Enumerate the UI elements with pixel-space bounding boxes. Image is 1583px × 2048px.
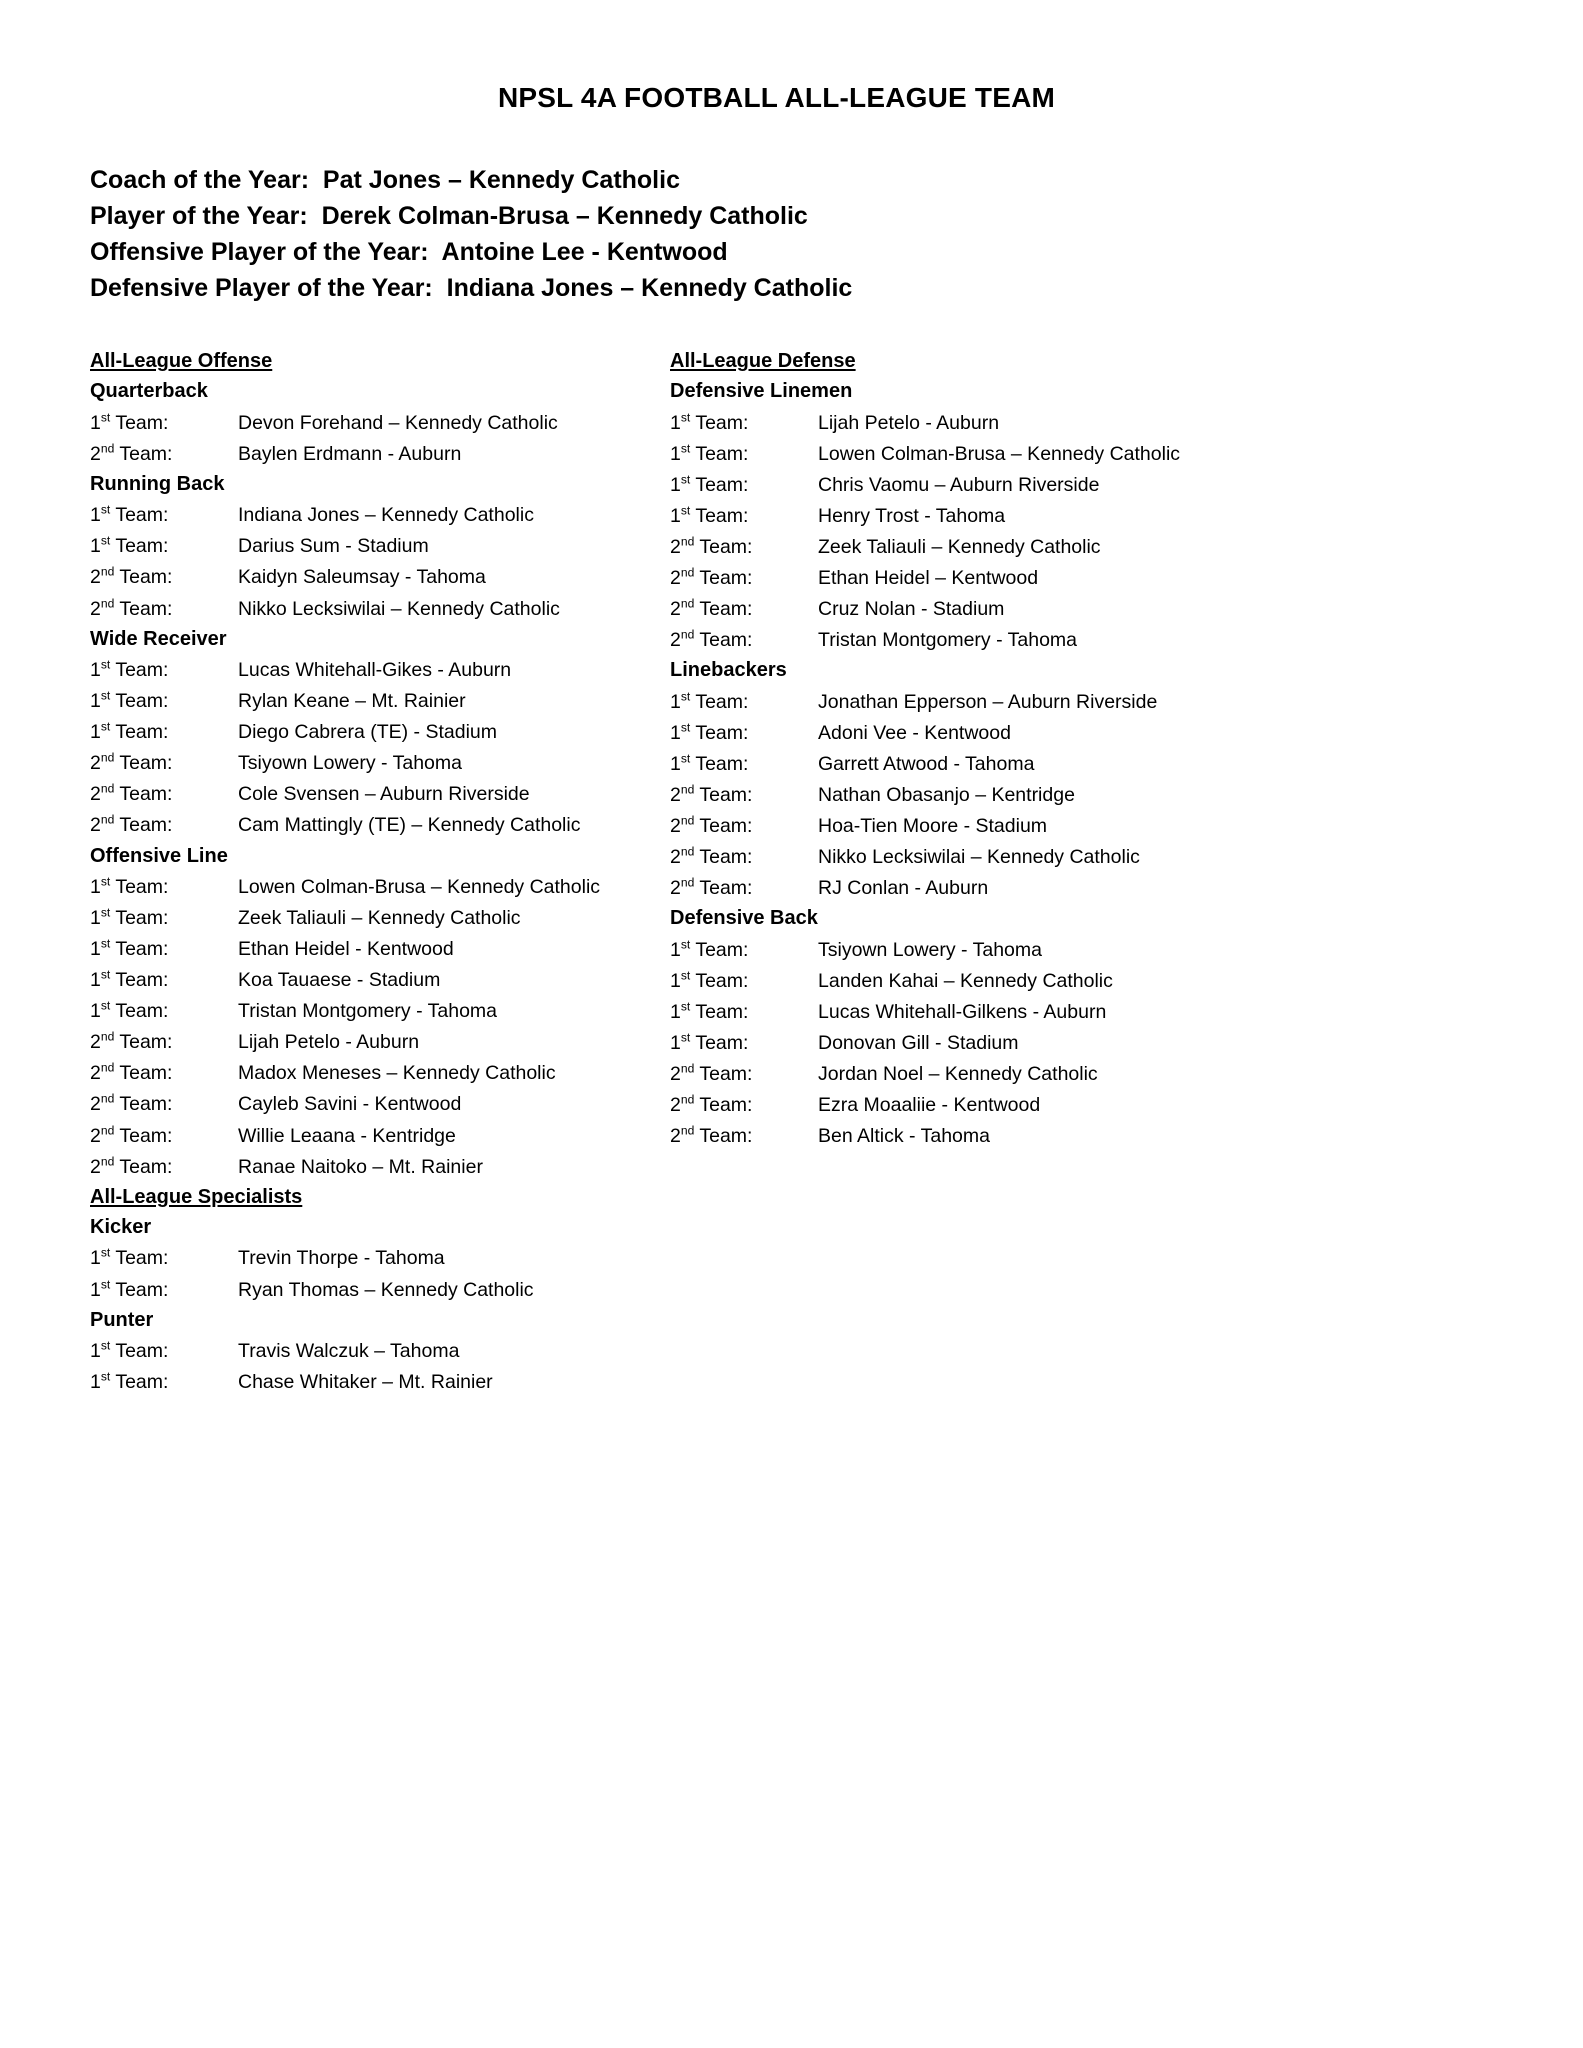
roster-row [90, 1120, 670, 1151]
position-heading-defensive-back: Defensive Back [670, 907, 818, 930]
ordinal-suffix: nd [100, 596, 115, 611]
ordinal-suffix: st [100, 874, 111, 889]
ordinal-suffix: nd [680, 1092, 695, 1107]
roster-row [90, 530, 670, 561]
player-name-school: Lijah Petelo - Auburn [818, 411, 1000, 434]
team-rank-label: 1st Team: [90, 936, 169, 961]
roster-row [90, 902, 670, 933]
ordinal-suffix: st [680, 937, 691, 952]
team-rank-label: 2nd Team: [90, 441, 173, 465]
team-rank-label: 2nd Team: [670, 875, 753, 900]
team-rank-label: 1st Team: [90, 874, 169, 898]
player-name-school: Ranae Naitoko – Mt. Rainier [238, 1155, 483, 1178]
player-name-school: Landen Kahai – Kennedy Catholic [818, 969, 1113, 992]
player-name-school: Baylen Erdmann - Auburn [238, 442, 462, 465]
player-name-school: Zeek Taliauli – Kennedy Catholic [238, 906, 521, 929]
ordinal-suffix: nd [100, 1154, 115, 1169]
player-name-school: RJ Conlan - Auburn [818, 877, 989, 900]
ordinal-suffix: nd [100, 1029, 115, 1044]
player-name-school: Zeek Taliauli – Kennedy Catholic [818, 536, 1101, 559]
roster-row [670, 841, 1270, 872]
player-name-school: Nathan Obasanjo – Kentridge [818, 784, 1075, 807]
team-rank-label: 2nd Team: [90, 596, 173, 620]
roster-row [90, 593, 670, 624]
roster-row [90, 933, 670, 964]
player-name-school: Trevin Thorpe - Tahoma [238, 1247, 445, 1270]
player-name-school: Jonathan Epperson – Auburn Riverside [818, 690, 1158, 713]
roster-row [90, 1366, 670, 1397]
team-rank-label: 1st Team: [90, 533, 169, 558]
section-heading-all-league-specialists: All-League Specialists [90, 1185, 303, 1208]
player-name-school: Nikko Lecksiwilai – Kennedy Catholic [238, 597, 560, 620]
team-rank-label: 1st Team: [670, 937, 749, 961]
player-name-school: Lowen Colman-Brusa – Kennedy Catholic [818, 442, 1181, 465]
team-rank-label: 1st Team: [90, 905, 169, 929]
team-rank-label: 2nd Team: [670, 782, 753, 807]
roster-row [90, 561, 670, 592]
team-rank-label: 1st Team: [670, 1030, 749, 1054]
player-name-school: Tristan Montgomery - Tahoma [818, 629, 1078, 652]
player-name-school: Ezra Moaaliie - Kentwood [818, 1094, 1041, 1117]
team-rank-label: 1st Team: [670, 441, 749, 465]
section-heading-all-league-offense: All-League Offense [90, 350, 273, 372]
roster-row [670, 469, 1270, 500]
team-rank-label: 1st Team: [90, 1369, 169, 1394]
roster-row [670, 438, 1270, 469]
ordinal-suffix: nd [680, 875, 695, 890]
roster-row [90, 1026, 670, 1057]
team-rank-label: 2nd Team: [90, 564, 173, 589]
player-name-school: Lowen Colman-Brusa – Kennedy Catholic [238, 875, 601, 898]
ordinal-suffix: st [100, 410, 111, 425]
roster-row [670, 593, 1270, 624]
player-name-school: Darius Sum - Stadium [238, 535, 429, 558]
award-line: Player of the Year: Derek Colman-Brusa – Kennedy Catholic [90, 202, 808, 230]
team-rank-label: 1st Team: [90, 688, 169, 713]
player-name-school: Cruz Nolan - Stadium [818, 598, 1005, 621]
page-title: NPSL 4A FOOTBALL ALL-LEAGUE TEAM [497, 82, 1056, 113]
ordinal-suffix: st [680, 503, 691, 518]
ordinal-suffix: st [100, 1245, 111, 1260]
team-rank-label: 2nd Team: [670, 1123, 753, 1148]
award-line: Coach of the Year: Pat Jones – Kennedy Catholic [90, 166, 680, 194]
ordinal-suffix: st [100, 657, 111, 672]
team-rank-label: 1st Team: [670, 689, 749, 713]
roster-row [90, 1274, 670, 1305]
ordinal-suffix: nd [100, 564, 115, 579]
ordinal-suffix: nd [680, 782, 695, 797]
team-rank-label: 2nd Team: [90, 1060, 173, 1085]
team-rank-label: 1st Team: [670, 999, 749, 1023]
roster-row [90, 685, 670, 716]
roster-row [670, 748, 1270, 779]
ordinal-suffix: nd [680, 534, 695, 549]
position-heading-defensive-linemen: Defensive Linemen [670, 380, 853, 403]
player-name-school: Indiana Jones – Kennedy Catholic [238, 504, 534, 527]
roster-row [670, 1058, 1270, 1089]
ordinal-suffix: nd [680, 1123, 695, 1138]
player-name-school: Travis Walczuk – Tahoma [238, 1340, 460, 1362]
ordinal-suffix: nd [680, 813, 695, 828]
ordinal-suffix: st [680, 999, 691, 1014]
player-name-school: Cayleb Savini - Kentwood [238, 1093, 462, 1116]
ordinal-suffix: st [100, 688, 111, 703]
roster-row [90, 1151, 670, 1182]
ordinal-suffix: nd [680, 596, 695, 611]
player-name-school: Willie Leaana - Kentridge [238, 1124, 456, 1147]
player-name-school: Chase Whitaker – Mt. Rainier [238, 1371, 493, 1394]
position-heading-offensive-line: Offensive Line [90, 844, 228, 867]
ordinal-suffix: nd [100, 1060, 115, 1075]
roster-row [670, 996, 1270, 1027]
player-name-school: Tsiyown Lowery - Tahoma [238, 752, 462, 775]
position-heading-linebackers: Linebackers [670, 659, 787, 682]
ordinal-suffix: st [100, 967, 111, 982]
ordinal-suffix: st [100, 936, 111, 951]
team-rank-label: 1st Team: [670, 410, 749, 434]
team-rank-label: 2nd Team: [670, 813, 753, 838]
player-name-school: Lucas Whitehall-Gikes - Auburn [238, 659, 512, 682]
roster-row [90, 716, 670, 747]
roster-row [670, 1027, 1270, 1058]
team-rank-label: 1st Team: [670, 472, 749, 496]
player-name-school: Cam Mattingly (TE) – Kennedy Catholic [238, 814, 581, 837]
roster-row [90, 1088, 670, 1119]
roster-row [670, 717, 1270, 748]
player-name-school: Ethan Heidel - Kentwood [238, 938, 454, 961]
roster-row [670, 500, 1270, 531]
ordinal-suffix: nd [100, 441, 115, 456]
player-name-school: Diego Cabrera (TE) - Stadium [238, 721, 498, 744]
team-rank-label: 1st Team: [90, 410, 169, 434]
roster-row [670, 531, 1270, 562]
roster-row [90, 1335, 670, 1366]
player-name-school: Ethan Heidel – Kentwood [818, 567, 1039, 590]
player-name-school: Tristan Montgomery - Tahoma [238, 1000, 498, 1023]
team-rank-label: 1st Team: [90, 657, 169, 682]
player-name-school: Chris Vaomu – Auburn Riverside [818, 473, 1100, 496]
team-rank-label: 1st Team: [90, 1338, 169, 1362]
player-name-school: Garrett Atwood - Tahoma [818, 752, 1035, 775]
ordinal-suffix: nd [680, 565, 695, 580]
section-heading-all-league-defense: All-League Defense [670, 350, 856, 372]
position-heading-running-back: Running Back [90, 472, 225, 495]
team-rank-label: 1st Team: [90, 967, 169, 992]
ordinal-suffix: st [680, 751, 691, 766]
ordinal-suffix: st [100, 502, 111, 517]
player-name-school: Rylan Keane – Mt. Rainier [238, 690, 466, 713]
team-rank-label: 2nd Team: [670, 1092, 753, 1117]
team-rank-label: 2nd Team: [90, 1123, 173, 1147]
ordinal-suffix: st [100, 998, 111, 1013]
ordinal-suffix: nd [680, 1061, 695, 1076]
player-name-school: Hoa-Tien Moore - Stadium [818, 815, 1048, 838]
team-rank-label: 2nd Team: [670, 844, 753, 869]
player-name-school: Adoni Vee - Kentwood [818, 721, 1011, 744]
defense-column [670, 346, 1270, 1397]
team-rank-label: 1st Team: [90, 719, 169, 744]
roster-row [90, 964, 670, 995]
roster-row [670, 965, 1270, 996]
ordinal-suffix: nd [100, 1123, 115, 1138]
player-name-school: Nikko Lecksiwilai – Kennedy Catholic [818, 846, 1140, 869]
player-name-school: Cole Svensen – Auburn Riverside [238, 783, 530, 806]
team-rank-label: 2nd Team: [670, 627, 753, 652]
ordinal-suffix: st [680, 441, 691, 456]
player-name-school: Jordan Noel – Kennedy Catholic [818, 1063, 1098, 1086]
player-name-school: Madox Meneses – Kennedy Catholic [238, 1062, 556, 1085]
player-name-school: Ben Altick - Tahoma [818, 1125, 990, 1148]
player-name-school: Lucas Whitehall-Gilkens - Auburn [818, 1000, 1107, 1023]
team-rank-label: 2nd Team: [670, 1061, 753, 1086]
roster-row [670, 1120, 1270, 1151]
team-rank-label: 2nd Team: [90, 1091, 173, 1116]
roster-row [90, 499, 670, 530]
player-name-school: Ryan Thomas – Kennedy Catholic [238, 1278, 534, 1301]
position-heading-kicker: Kicker [90, 1216, 152, 1239]
ordinal-suffix: st [680, 689, 691, 704]
roster-row [90, 407, 670, 438]
position-heading-punter: Punter [90, 1308, 154, 1331]
roster-row [90, 778, 670, 809]
team-rank-label: 1st Team: [90, 1245, 169, 1270]
ordinal-suffix: nd [100, 750, 115, 765]
player-name-school: Kaidyn Saleumsay - Tahoma [238, 566, 486, 589]
ordinal-suffix: nd [680, 844, 695, 859]
ordinal-suffix: st [680, 410, 691, 425]
roster-row [670, 810, 1270, 841]
team-rank-label: 2nd Team: [670, 565, 753, 590]
team-rank-label: 2nd Team: [90, 750, 173, 775]
team-rank-label: 1st Team: [90, 1277, 169, 1301]
team-rank-label: 2nd Team: [670, 596, 753, 621]
ordinal-suffix: st [100, 533, 111, 548]
roster-row [670, 872, 1270, 903]
player-name-school: Koa Tauaese - Stadium [238, 969, 441, 992]
team-rank-label: 1st Team: [90, 502, 169, 527]
player-name-school: Lijah Petelo - Auburn [238, 1031, 420, 1054]
roster-row [90, 438, 670, 469]
player-name-school: Devon Forehand – Kennedy Catholic [238, 411, 558, 434]
roster-row [670, 407, 1270, 438]
position-heading-quarterback: Quarterback [90, 380, 208, 403]
roster-row [90, 1242, 670, 1273]
team-rank-label: 1st Team: [670, 751, 749, 775]
ordinal-suffix: st [680, 968, 691, 983]
ordinal-suffix: nd [680, 627, 695, 642]
ordinal-suffix: nd [100, 812, 115, 827]
team-rank-label: 2nd Team: [90, 1029, 173, 1054]
ordinal-suffix: st [100, 905, 111, 920]
roster-row [670, 1089, 1270, 1120]
player-name-school: Tsiyown Lowery - Tahoma [818, 938, 1042, 961]
roster-row [670, 624, 1270, 655]
roster-row [90, 654, 670, 685]
roster-row [90, 747, 670, 778]
position-heading-wide-receiver: Wide Receiver [90, 627, 227, 650]
roster-row [90, 995, 670, 1026]
ordinal-suffix: st [100, 719, 111, 734]
ordinal-suffix: nd [100, 781, 115, 796]
roster-row [670, 779, 1270, 810]
ordinal-suffix: st [100, 1338, 111, 1353]
roster-row [670, 686, 1270, 717]
awards-list [90, 162, 1493, 306]
roster-row [670, 934, 1270, 965]
team-rank-label: 2nd Team: [670, 534, 753, 559]
team-rank-label: 2nd Team: [90, 1154, 173, 1178]
player-name-school: Henry Trost - Tahoma [818, 505, 1006, 528]
team-rank-label: 2nd Team: [90, 812, 173, 837]
roster-row [90, 1057, 670, 1088]
ordinal-suffix: st [680, 1030, 691, 1045]
ordinal-suffix: st [680, 720, 691, 735]
team-rank-label: 1st Team: [670, 503, 749, 528]
player-name-school: Donovan Gill - Stadium [818, 1031, 1019, 1054]
ordinal-suffix: st [680, 472, 691, 487]
roster-row [90, 871, 670, 902]
ordinal-suffix: nd [100, 1091, 115, 1106]
award-line: Offensive Player of the Year: Antoine Lee - Kentwood [90, 238, 728, 266]
team-rank-label: 1st Team: [670, 720, 749, 744]
roster-columns [90, 346, 1493, 1397]
ordinal-suffix: st [100, 1369, 111, 1384]
team-rank-label: 1st Team: [670, 968, 749, 992]
team-rank-label: 2nd Team: [90, 781, 173, 806]
award-line: Defensive Player of the Year: Indiana Jones – Kennedy Catholic [90, 274, 853, 302]
ordinal-suffix: st [100, 1277, 111, 1292]
roster-row [670, 562, 1270, 593]
roster-row [90, 809, 670, 840]
offense-column [90, 346, 670, 1397]
team-rank-label: 1st Team: [90, 998, 169, 1023]
